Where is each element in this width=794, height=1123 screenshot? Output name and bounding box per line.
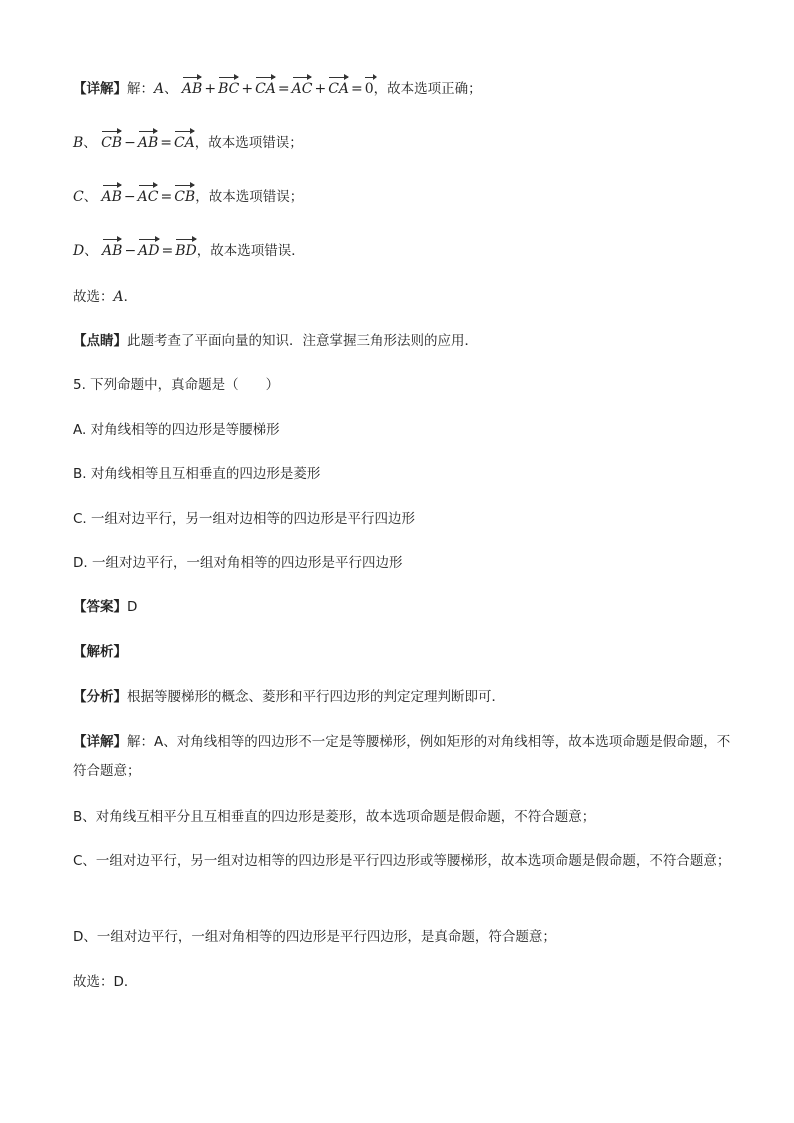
detail2-a-text: 解：A、对角线相等的四边形不一定是等腰梯形，例如矩形的对角线相等，故本选项命题是假命题，不符合题意；: [73, 734, 731, 779]
vector-ab: AB: [182, 76, 202, 98]
minus-sign: −: [124, 243, 137, 259]
option-text: 一组对边平行，一组对角相等的四边形是平行四边形: [91, 555, 403, 571]
equals-sign: =: [160, 189, 173, 205]
option-label: C.: [73, 511, 87, 527]
review-tag: 【点睛】: [73, 333, 127, 349]
vector-ca: CA: [174, 130, 195, 152]
analysis-line: [73, 643, 733, 661]
vector-bc: BC: [218, 76, 239, 98]
question-option-d: [73, 554, 733, 572]
option-b-conclusion: ，故本选项错误；: [194, 135, 303, 151]
vector-ca: CA: [328, 76, 349, 98]
detail2-tag: 【详解】: [73, 734, 127, 750]
detail2-choice: 故选：D．: [73, 974, 138, 990]
detail-option-c-line: [73, 184, 733, 206]
answer-line: [73, 598, 733, 616]
detail2-choice-line: [73, 973, 733, 991]
option-c-conclusion: ，故本选项错误；: [195, 189, 304, 205]
vector-cb: CB: [174, 184, 195, 206]
option-letter-b: B: [73, 135, 84, 151]
equals-sign: =: [351, 81, 363, 97]
zero-vector: 0: [365, 76, 374, 98]
vector-ab: AB: [138, 130, 158, 152]
option-separator: 、: [84, 243, 98, 259]
option-text: 一组对边平行，另一组对边相等的四边形是平行四边形: [91, 511, 416, 527]
answer-value: D: [127, 599, 138, 615]
detail2-b-line: [73, 808, 733, 826]
option-d-conclusion: ，故本选项错误．: [196, 243, 305, 259]
plus-sign: +: [241, 81, 254, 97]
answer-tag: 【答案】: [73, 599, 127, 615]
question-option-a: [73, 421, 733, 439]
vector-bd: BD: [175, 238, 197, 260]
fenxi-tag: 【分析】: [73, 689, 127, 705]
option-text: 对角线相等的四边形是等腰梯形: [90, 422, 280, 438]
option-separator: 、: [164, 81, 178, 97]
option-separator: 、: [83, 135, 97, 151]
fenxi-line: [73, 688, 733, 706]
option-letter-d: D: [73, 243, 85, 259]
review-text: 此题考查了平面向量的知识．注意掌握三角形法则的应用．: [127, 333, 478, 349]
plus-sign: +: [314, 81, 327, 97]
choice-line: [73, 288, 733, 306]
minus-sign: −: [124, 135, 136, 151]
analysis-tag: 【解析】: [73, 644, 127, 660]
equals-sign: =: [277, 81, 290, 97]
equals-sign: =: [161, 243, 174, 259]
vector-ab: AB: [102, 238, 122, 260]
detail2-d-line: [73, 928, 733, 946]
vector-ac: AC: [138, 184, 159, 206]
detail-option-a-line: [73, 76, 733, 98]
option-separator: 、: [83, 189, 98, 205]
equals-sign: =: [160, 135, 172, 151]
question-option-c: [73, 510, 733, 528]
option-label: A.: [73, 422, 87, 438]
option-a-conclusion: ，故本选项正确；: [373, 81, 482, 97]
detail-option-b-line: [73, 130, 733, 152]
detail2-b-text: B、对角线互相平分且互相垂直的四边形是菱形，故本选项命题是假命题，不符合题意；: [73, 809, 596, 825]
detail2-a-paragraph: [73, 728, 733, 786]
detail2-c-paragraph: [73, 847, 733, 876]
question-option-b: [73, 465, 733, 483]
detail-tag: 【详解】: [73, 81, 127, 97]
choice-prefix: 故选：: [73, 289, 114, 305]
vector-ad: AD: [138, 238, 159, 260]
solution-prefix: 解：: [127, 81, 154, 97]
question-stem: [73, 376, 733, 394]
option-label: B.: [73, 466, 87, 482]
choice-letter: A: [113, 289, 124, 305]
detail2-d-text: D、一组对边平行，一组对角相等的四边形是平行四边形，是真命题，符合题意；: [73, 929, 556, 945]
choice-suffix: ．: [123, 289, 138, 305]
minus-sign: −: [123, 189, 136, 205]
vector-ab: AB: [102, 184, 122, 206]
fenxi-text: 根据等腰梯形的概念、菱形和平行四边形的判定定理判断即可．: [127, 689, 505, 705]
option-letter-a: A: [154, 81, 165, 97]
review-line: [73, 332, 733, 350]
option-label: D.: [73, 555, 88, 571]
plus-sign: +: [204, 81, 217, 97]
detail-option-d-line: [73, 238, 733, 260]
option-letter-c: C: [73, 189, 84, 205]
vector-ca: CA: [255, 76, 276, 98]
question-5-stem: 5. 下列命题中，真命题是（ ）: [73, 377, 280, 393]
vector-cb: CB: [101, 130, 122, 152]
detail2-c-text: C、一组对边平行，另一组对边相等的四边形是平行四边形或等腰梯形，故本选项命题是假命题，不符合题意；: [73, 853, 731, 869]
option-text: 对角线相等且互相垂直的四边形是菱形: [90, 466, 321, 482]
vector-ac: AC: [292, 76, 313, 98]
